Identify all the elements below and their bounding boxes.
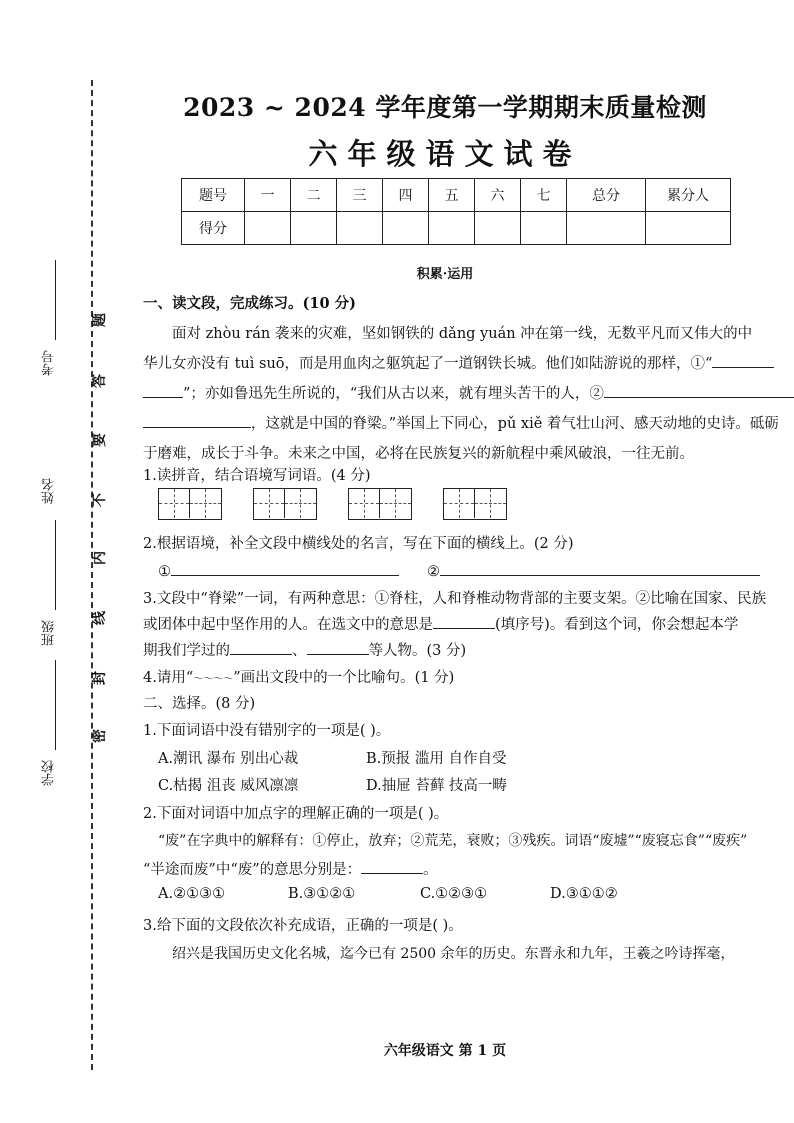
q1-sub3-line3-row [143,639,466,660]
school-label: 学校 [42,760,57,786]
binding-dashed-line [91,80,93,1070]
score-table-score-row [182,212,731,245]
exam-subtitle: 六年级语文试卷 [308,137,582,171]
passage-line-row [143,412,779,433]
pinyin-box[interactable] [158,488,222,520]
q2-s3-text: 绍兴是我国历史文化名城，迄今已有 2500 余年的历史。东晋永和九年，王羲之吟诗挥毫， [172,946,735,962]
score-table [181,178,731,245]
answer-blank[interactable] [433,614,495,629]
score-input-cell[interactable] [475,212,521,245]
score-cell: 一 [245,179,291,212]
answer-blank[interactable] [361,859,423,874]
q2-s2-text: “半途而废”中“废”的意思分别是： [143,862,362,878]
answer-blank[interactable] [604,383,794,398]
score-cell: 二 [291,179,337,212]
score-input-cell[interactable] [245,212,291,245]
seal-char: 线 [92,611,108,625]
q1-sub4-row [143,666,454,687]
pinyin-box[interactable] [253,488,317,520]
answer-blank[interactable] [307,640,369,655]
score-cell: 五 [429,179,475,212]
q2-s1-option[interactable]: C.枯揭 沮丧 威风凛凛 [158,778,299,794]
q1-sub2: 2.根据语境，补全文段中横线处的名言，写在下面的横线上。(2 分) [143,536,574,552]
section-heading: 积累·运用 [416,267,474,282]
seal-char: 不 [92,493,108,507]
answer-blank[interactable] [143,413,251,428]
exam-number-label: 考号 [42,350,57,376]
q2-s2-text: 。 [423,862,438,878]
score-row-label: 得分 [182,212,245,245]
q1-sub3-text: (填序号)。看到这个词，你会想起本学 [495,617,739,633]
name-line [55,520,56,610]
wavy-line-symbol: ～～～～ [193,674,234,685]
seal-char: 密 [92,729,108,743]
seal-char: 封 [92,671,108,685]
name-label: 姓名 [42,478,57,504]
page-footer: 六年级语文 第 1 页 [383,1043,507,1059]
answer-blank[interactable] [171,561,399,576]
answer-mark: ② [427,564,440,580]
score-cell: 四 [383,179,429,212]
q2-s1-option[interactable]: A.潮讯 瀑布 别出心裁 [158,751,299,767]
seal-char: 题 [92,313,108,327]
score-input-cell[interactable] [567,212,646,245]
q2-s2-option[interactable]: D.③①①② [550,886,618,902]
passage-line: ，这就是中国的脊梁。”举国上下同心，pǔ xiě 着气壮山河、感天动地的史诗。砥砺 [251,416,779,432]
score-input-cell[interactable] [383,212,429,245]
q1-sub4-text: ”画出文段中的一个比喻句。(1 分) [233,670,455,686]
score-cell: 六 [475,179,521,212]
answer-mark: ① [158,564,171,580]
score-input-cell[interactable] [429,212,475,245]
pinyin-box[interactable] [443,488,507,520]
passage-line: 华儿女亦没有 tuì suō，而是用血肉之躯筑起了一道钢铁长城。他们如陆游说的那样，①“ [143,356,713,372]
q1-sub3-text: 等人物。(3 分) [368,643,467,659]
q1-sub3-text: 、 [292,643,307,659]
seal-char: 内 [92,551,108,565]
q1-sub3-line1: 3.文段中“脊梁”一词，有两种意思：①脊柱，人和脊椎动物背部的主要支架。②比喻在国家、民族 [143,591,767,607]
pinyin-answer-boxes [158,488,518,522]
score-cell: 总分 [567,179,646,212]
score-cell: 三 [337,179,383,212]
passage-line-row [143,382,794,403]
q1-sub3-line2-row [143,613,738,634]
q1-sub4-text: 4.请用“ [143,670,194,686]
answer-blank[interactable] [440,561,760,576]
passage-line: ”；亦如鲁迅先生所说的，“我们从古以来，就有埋头苦干的人，② [183,386,604,402]
pinyin-box[interactable] [348,488,412,520]
q2-s1-option[interactable]: D.抽屉 苔藓 技高一畴 [366,778,507,794]
q2-s1-option[interactable]: B.预报 滥用 自作自受 [366,751,507,767]
score-table-header-row [182,179,731,212]
score-input-cell[interactable] [646,212,731,245]
score-input-cell[interactable] [337,212,383,245]
exam-title: 2023 ~ 2024 学年度第一学期期末质量检测 [183,93,707,122]
answer-blank[interactable] [143,383,183,398]
answer-blank[interactable] [230,640,292,655]
answer-blank[interactable] [712,353,774,368]
q1-sub1: 1.读拼音，结合语境写词语。(4 分) [143,468,371,484]
passage-line: 面对 zhòu rán 袭来的灾难，坚如钢铁的 dǎng yuán 冲在第一线，无数平凡而又伟大的中 [172,326,753,342]
score-input-cell[interactable] [521,212,567,245]
q1-sub3-text: 期我们学过的 [143,643,230,659]
q2-s2: 2.下面对词语中加点字的理解正确的一项是( )。 [143,806,449,822]
class-label: 班级 [42,620,57,646]
q1-sub2-answers [158,561,760,580]
school-line [55,700,56,750]
q2-s2-text: “废”在字典中的解释有：①停止，放弃；②荒芜，衰败；③残疾。词语“废墟”“废寝忘食”“废疾” [158,833,748,849]
q2-s2-option[interactable]: A.②①③① [158,886,226,902]
q1-title: 一、读文段，完成练习。(10 分) [143,295,356,312]
score-cell: 题号 [182,179,245,212]
q1-sub3-text: 或团体中起中坚作用的人。在选文中的意思是 [143,617,433,633]
seal-char: 要 [92,433,108,447]
passage-line-row [143,352,774,373]
q2-s2-option[interactable]: B.③①②① [288,886,356,902]
q2-s1: 1.下面词语中没有错别字的一项是( )。 [143,723,391,739]
q2-s2-option[interactable]: C.①②③① [420,886,488,902]
passage-line: 于磨难，成长于斗争。未来之中国，必将在民族复兴的新航程中乘风破浪，一往无前。 [143,446,694,462]
q2-s2-text-row [143,858,438,879]
score-input-cell[interactable] [291,212,337,245]
seal-char: 答 [92,374,108,388]
q2-title: 二、选择。(8 分) [143,696,256,712]
exam-number-line [55,260,56,340]
score-cell: 七 [521,179,567,212]
score-cell: 累分人 [646,179,731,212]
q2-s3: 3.给下面的文段依次补充成语，正确的一项是( )。 [143,918,463,934]
